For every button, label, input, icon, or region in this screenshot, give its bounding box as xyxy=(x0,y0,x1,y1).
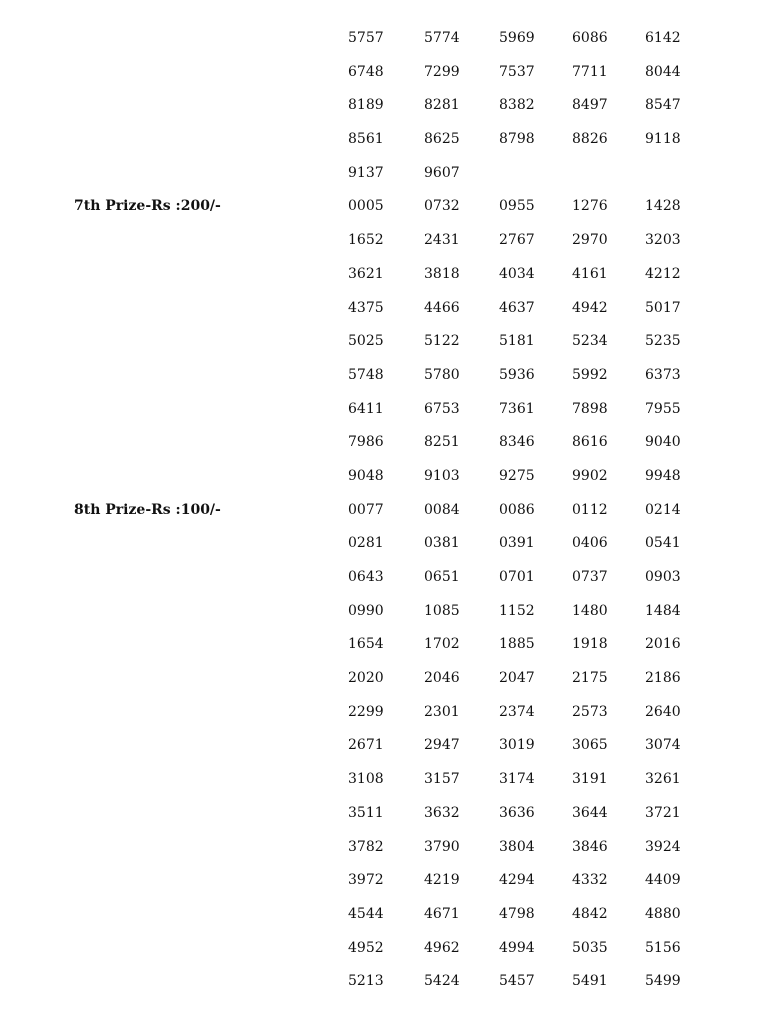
ticket-number: 3782 xyxy=(348,838,384,855)
ticket-number: 0903 xyxy=(645,569,681,585)
ticket-number: 5181 xyxy=(499,333,535,350)
number-row xyxy=(0,393,759,427)
ticket-number: 4942 xyxy=(572,299,608,316)
ticket-number: 0214 xyxy=(645,501,681,518)
ticket-number: 1480 xyxy=(572,602,608,619)
ticket-number: 2299 xyxy=(348,703,384,720)
ticket-number: 9948 xyxy=(645,467,681,484)
ticket-number: 0381 xyxy=(424,535,460,552)
ticket-number: 6411 xyxy=(348,400,384,417)
ticket-number: 0990 xyxy=(348,602,384,619)
ticket-number: 8616 xyxy=(572,434,608,451)
ticket-number: 2175 xyxy=(572,670,608,687)
ticket-number: 6142 xyxy=(645,30,681,46)
number-row xyxy=(0,527,759,561)
ticket-number: 2573 xyxy=(572,703,608,720)
ticket-number: 9137 xyxy=(348,164,384,181)
number-row xyxy=(0,797,759,831)
ticket-number: 7898 xyxy=(572,400,608,417)
prize-label: 7th Prize-Rs :200/- xyxy=(74,198,221,215)
ticket-number: 5491 xyxy=(572,973,608,990)
number-row xyxy=(0,22,759,56)
ticket-number: 3790 xyxy=(424,838,460,855)
ticket-number: 5025 xyxy=(348,333,384,350)
ticket-number: 9607 xyxy=(424,164,460,181)
ticket-number: 5424 xyxy=(424,973,460,990)
ticket-number: 7537 xyxy=(499,63,535,80)
ticket-number: 2374 xyxy=(499,703,535,720)
ticket-number: 5035 xyxy=(572,939,608,956)
number-row xyxy=(0,932,759,966)
ticket-number: 1085 xyxy=(424,602,460,619)
ticket-number: 2970 xyxy=(572,232,608,249)
ticket-number: 4466 xyxy=(424,299,460,316)
ticket-number: 3191 xyxy=(572,771,608,788)
ticket-number: 3972 xyxy=(348,872,384,889)
ticket-number: 0541 xyxy=(645,535,681,552)
number-row xyxy=(0,190,759,224)
ticket-number: 0281 xyxy=(348,535,384,552)
number-row xyxy=(0,292,759,326)
ticket-number: 6748 xyxy=(348,63,384,80)
ticket-number: 1654 xyxy=(348,636,384,653)
number-row xyxy=(0,494,759,528)
ticket-number: 6753 xyxy=(424,400,460,417)
number-row xyxy=(0,864,759,898)
ticket-number: 5780 xyxy=(424,366,460,383)
number-row xyxy=(0,460,759,494)
ticket-number: 2016 xyxy=(645,636,681,653)
ticket-number: 4544 xyxy=(348,905,384,922)
ticket-number: 5235 xyxy=(645,333,681,350)
ticket-number: 0112 xyxy=(572,501,608,518)
ticket-number: 6086 xyxy=(572,30,608,46)
number-row xyxy=(0,426,759,460)
ticket-number: 4332 xyxy=(572,872,608,889)
ticket-number: 3804 xyxy=(499,838,535,855)
ticket-number: 4034 xyxy=(499,265,535,282)
ticket-number: 9048 xyxy=(348,467,384,484)
ticket-number: 6373 xyxy=(645,366,681,383)
ticket-number: 9902 xyxy=(572,467,608,484)
ticket-number: 3644 xyxy=(572,804,608,821)
ticket-number: 5992 xyxy=(572,366,608,383)
ticket-number: 4842 xyxy=(572,905,608,922)
ticket-number: 4994 xyxy=(499,939,535,956)
ticket-number: 5122 xyxy=(424,333,460,350)
ticket-number: 3203 xyxy=(645,232,681,249)
ticket-number: 1702 xyxy=(424,636,460,653)
number-row xyxy=(0,56,759,90)
ticket-number: 2186 xyxy=(645,670,681,687)
ticket-number: 2671 xyxy=(348,737,384,754)
number-row xyxy=(0,763,759,797)
ticket-number: 1652 xyxy=(348,232,384,249)
ticket-number: 7711 xyxy=(572,63,608,80)
ticket-number: 8497 xyxy=(572,97,608,114)
ticket-number: 8044 xyxy=(645,63,681,80)
ticket-number: 3511 xyxy=(348,804,384,821)
ticket-number: 2431 xyxy=(424,232,460,249)
ticket-number: 5499 xyxy=(645,973,681,990)
ticket-number: 0406 xyxy=(572,535,608,552)
number-row xyxy=(0,696,759,730)
number-row xyxy=(0,595,759,629)
ticket-number: 4409 xyxy=(645,872,681,889)
prize-number-table xyxy=(0,22,759,999)
ticket-number: 1885 xyxy=(499,636,535,653)
ticket-number: 8625 xyxy=(424,131,460,148)
ticket-number: 5748 xyxy=(348,366,384,383)
ticket-number: 4952 xyxy=(348,939,384,956)
ticket-number: 4962 xyxy=(424,939,460,956)
number-row xyxy=(0,898,759,932)
ticket-number: 3157 xyxy=(424,771,460,788)
ticket-number: 8281 xyxy=(424,97,460,114)
number-row xyxy=(0,89,759,123)
ticket-number: 0084 xyxy=(424,501,460,518)
ticket-number: 3636 xyxy=(499,804,535,821)
ticket-number: 0651 xyxy=(424,569,460,585)
number-row xyxy=(0,628,759,662)
number-row xyxy=(0,359,759,393)
number-row xyxy=(0,224,759,258)
ticket-number: 3174 xyxy=(499,771,535,788)
ticket-number: 1484 xyxy=(645,602,681,619)
ticket-number: 2046 xyxy=(424,670,460,687)
ticket-number: 2301 xyxy=(424,703,460,720)
ticket-number: 0737 xyxy=(572,569,608,585)
ticket-number: 5156 xyxy=(645,939,681,956)
ticket-number: 2947 xyxy=(424,737,460,754)
ticket-number: 0391 xyxy=(499,535,535,552)
number-row xyxy=(0,662,759,696)
ticket-number: 4219 xyxy=(424,872,460,889)
ticket-number: 5234 xyxy=(572,333,608,350)
ticket-number: 2020 xyxy=(348,670,384,687)
ticket-number: 3924 xyxy=(645,838,681,855)
ticket-number: 1428 xyxy=(645,198,681,215)
ticket-number: 8189 xyxy=(348,97,384,114)
ticket-number: 1152 xyxy=(499,602,535,619)
ticket-number: 7955 xyxy=(645,400,681,417)
ticket-number: 9040 xyxy=(645,434,681,451)
ticket-number: 5757 xyxy=(348,30,384,46)
ticket-number: 0077 xyxy=(348,501,384,518)
ticket-number: 9103 xyxy=(424,467,460,484)
ticket-number: 4880 xyxy=(645,905,681,922)
ticket-number: 0643 xyxy=(348,569,384,585)
ticket-number: 8561 xyxy=(348,131,384,148)
ticket-number: 3019 xyxy=(499,737,535,754)
ticket-number: 4212 xyxy=(645,265,681,282)
ticket-number: 2047 xyxy=(499,670,535,687)
ticket-number: 0086 xyxy=(499,501,535,518)
ticket-number: 3818 xyxy=(424,265,460,282)
number-row xyxy=(0,157,759,191)
ticket-number: 4161 xyxy=(572,265,608,282)
ticket-number: 8382 xyxy=(499,97,535,114)
ticket-number: 4637 xyxy=(499,299,535,316)
ticket-number: 5017 xyxy=(645,299,681,316)
ticket-number: 8346 xyxy=(499,434,535,451)
prize-label: 8th Prize-Rs :100/- xyxy=(74,501,221,518)
ticket-number: 0732 xyxy=(424,198,460,215)
ticket-number: 5213 xyxy=(348,973,384,990)
ticket-number: 9275 xyxy=(499,467,535,484)
ticket-number: 3846 xyxy=(572,838,608,855)
ticket-number: 3074 xyxy=(645,737,681,754)
ticket-number: 2767 xyxy=(499,232,535,249)
ticket-number: 5774 xyxy=(424,30,460,46)
ticket-number: 3108 xyxy=(348,771,384,788)
ticket-number: 1918 xyxy=(572,636,608,653)
number-row xyxy=(0,831,759,865)
number-row xyxy=(0,965,759,999)
ticket-number: 0005 xyxy=(348,198,384,215)
number-row xyxy=(0,561,759,595)
ticket-number: 1276 xyxy=(572,198,608,215)
ticket-number: 3621 xyxy=(348,265,384,282)
ticket-number: 5457 xyxy=(499,973,535,990)
ticket-number: 8547 xyxy=(645,97,681,114)
ticket-number: 3721 xyxy=(645,804,681,821)
ticket-number: 3632 xyxy=(424,804,460,821)
ticket-number: 5936 xyxy=(499,366,535,383)
ticket-number: 4375 xyxy=(348,299,384,316)
ticket-number: 2640 xyxy=(645,703,681,720)
ticket-number: 4294 xyxy=(499,872,535,889)
number-row xyxy=(0,123,759,157)
number-row xyxy=(0,258,759,292)
ticket-number: 8251 xyxy=(424,434,460,451)
ticket-number: 7299 xyxy=(424,63,460,80)
ticket-number: 7986 xyxy=(348,434,384,451)
ticket-number: 3261 xyxy=(645,771,681,788)
ticket-number: 7361 xyxy=(499,400,535,417)
number-row xyxy=(0,325,759,359)
number-row xyxy=(0,729,759,763)
ticket-number: 5969 xyxy=(499,30,535,46)
ticket-number: 0701 xyxy=(499,569,535,585)
ticket-number: 9118 xyxy=(645,131,681,148)
ticket-number: 4671 xyxy=(424,905,460,922)
ticket-number: 8798 xyxy=(499,131,535,148)
ticket-number: 3065 xyxy=(572,737,608,754)
ticket-number: 8826 xyxy=(572,131,608,148)
ticket-number: 4798 xyxy=(499,905,535,922)
ticket-number: 0955 xyxy=(499,198,535,215)
